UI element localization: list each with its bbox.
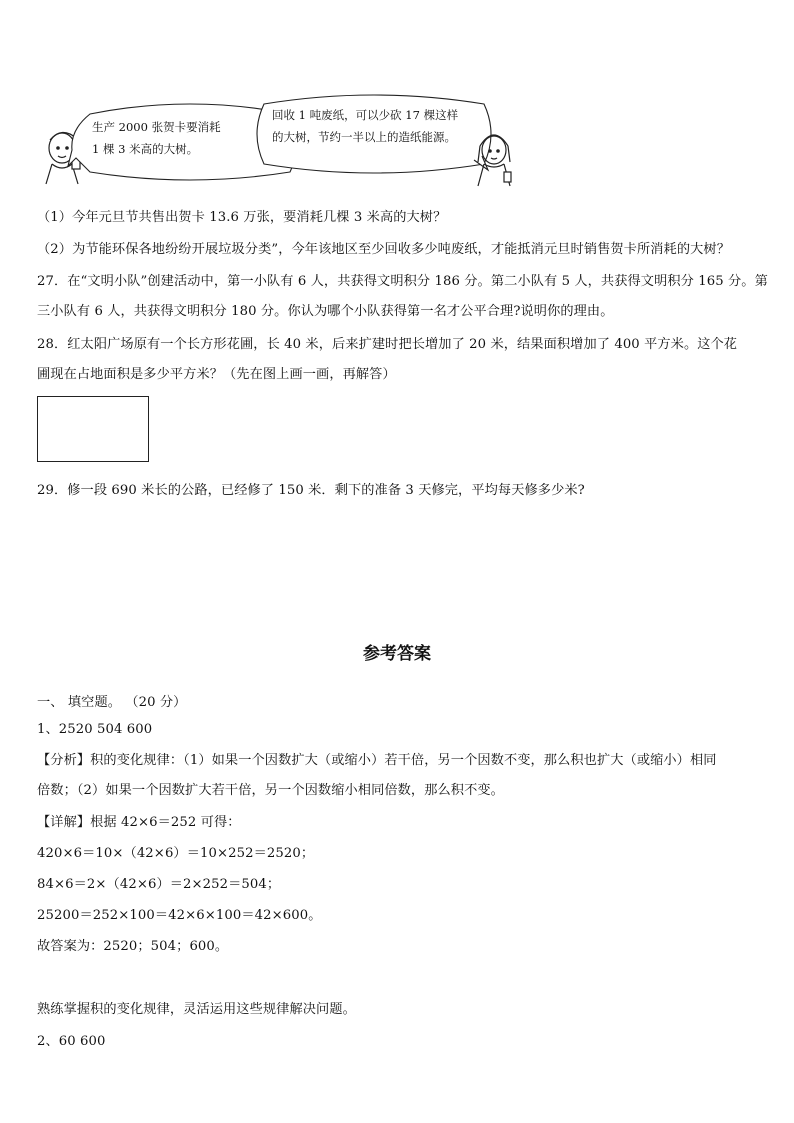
- right-bubble-text: [272, 104, 458, 148]
- answer-conclusion: 故答案为：2520；504；600。: [37, 939, 229, 954]
- detail-intro: 【详解】根据 42×6＝252 可得：: [37, 815, 241, 830]
- question-28-line-2: 圃现在占地面积是多少平方米？（先在图上画一画，再解答）: [37, 367, 396, 382]
- calculation-2: 84×6＝2×（42×6）＝2×252＝504；: [37, 877, 281, 892]
- right-bubble-line-2: 的大树，节约一半以上的造纸能源。: [272, 130, 456, 144]
- question-27-line-1: 27．在“文明小队”创建活动中，第一小队有 6 人，共获得文明积分 186 分。第二小队有 5 人，共获得文明积分 165 分。第: [37, 274, 768, 289]
- analysis-line-1: 【分析】积的变化规律：（1）如果一个因数扩大（或缩小）若干倍，另一个因数不变，那么积也扩大（或缩小）相同: [37, 753, 717, 768]
- summary-tip: 熟练掌握积的变化规律，灵活运用这些规律解决问题。: [37, 1002, 356, 1017]
- question-26-2: （2）为节能环保各地纷纷开展垃圾分类”，今年该地区至少回收多少吨废纸，才能抵消元旦时销售贺卡所消耗的大树？: [37, 242, 730, 257]
- left-bubble-line-1: 生产 2000 张贺卡要消耗: [92, 120, 221, 134]
- calculation-3: 25200＝252×100＝42×6×100＝42×600。: [37, 908, 322, 923]
- answers-title: 参考答案: [363, 644, 431, 664]
- left-bubble-line-2: 1 棵 3 米高的大树。: [92, 142, 199, 156]
- answer-1: 1、2520 504 600: [37, 722, 153, 737]
- question-28-line-1: 28．红太阳广场原有一个长方形花圃，长 40 米，后来扩建时把长增加了 20 米，结果面积增加了 400 平方米。这个花: [37, 337, 738, 352]
- question-26-1: （1）今年元旦节共售出贺卡 13.6 万张，要消耗几棵 3 米高的大树？: [37, 210, 447, 225]
- answers-section-heading: 一、 填空题。 （20 分）: [37, 695, 187, 710]
- question-29: 29．修一段 690 米长的公路，已经修了 150 米．剩下的准备 3 天修完，平均每天修多少米?: [37, 483, 585, 498]
- analysis-line-2: 倍数；（2）如果一个因数扩大若干倍，另一个因数缩小相同倍数，那么积不变。: [37, 783, 504, 798]
- answer-2: 2、60 600: [37, 1034, 106, 1049]
- right-bubble-line-1: 回收 1 吨废纸，可以少砍 17 棵这样: [272, 108, 459, 122]
- question-27-line-2: 三小队有 6 人，共获得文明积分 180 分。你认为哪个小队获得第一名才公平合理?说明你的理由。: [37, 304, 614, 319]
- illustration: [36, 94, 536, 194]
- calculation-1: 420×6＝10×（42×6）＝10×252＝2520；: [37, 846, 315, 861]
- flowerbed-rectangle-diagram: [37, 396, 149, 462]
- left-bubble-text: [92, 116, 221, 160]
